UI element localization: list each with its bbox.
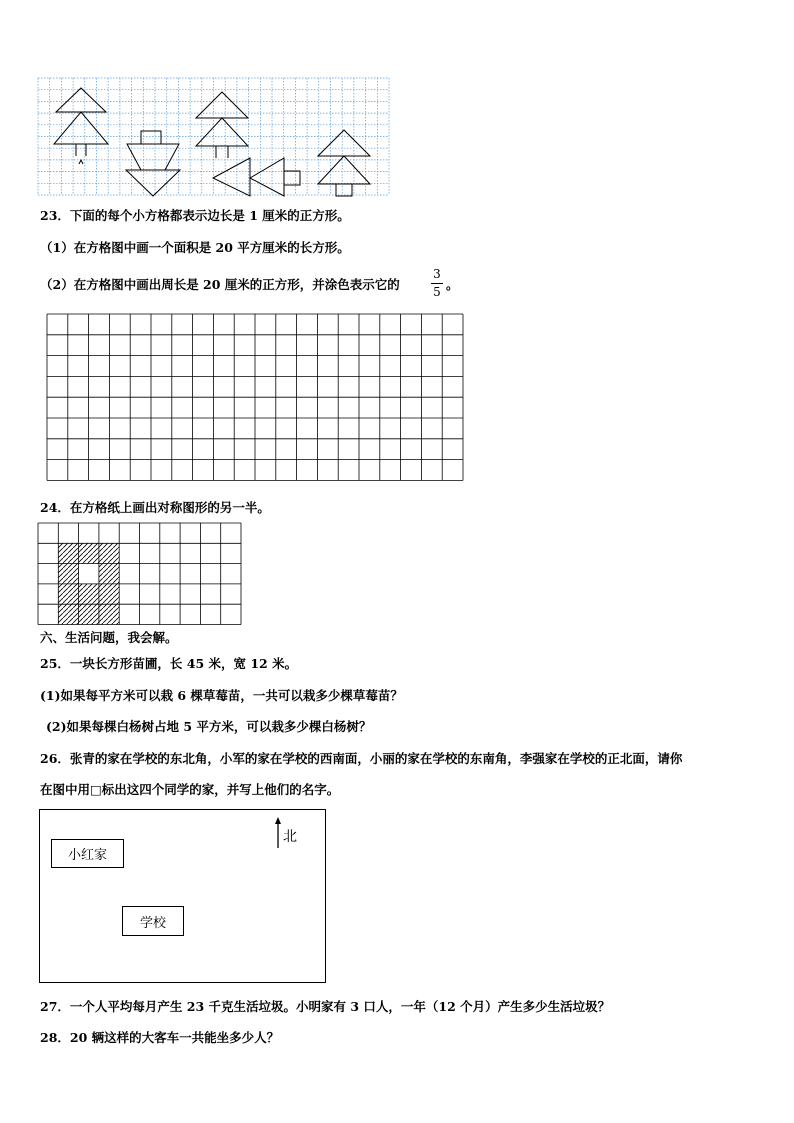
q23-part2: （2）在方格图中画出周长是 20 厘米的正方形，并涂色表示它的 (40, 277, 400, 292)
hatched-cell (79, 543, 99, 563)
hatched-cell (99, 604, 119, 624)
north-label: 北 (283, 829, 297, 845)
hatched-cell (58, 604, 78, 624)
hatched-cell (99, 584, 119, 604)
q26-line2: 在图中用□标出这四个同学的家，并写上他们的名字。 (40, 782, 340, 797)
school-box: 学校 (122, 906, 184, 936)
tree-shape (196, 118, 248, 146)
q25-part2: (2)如果每棵白杨树占地 5 平方米，可以栽多少棵白杨树？ (46, 719, 372, 734)
hatched-cell (79, 604, 99, 624)
hatched-cell (58, 584, 78, 604)
hatched-cell (99, 564, 119, 584)
q23-part2-end: 。 (446, 277, 459, 292)
tree-shape (318, 130, 370, 156)
hatched-cell (58, 543, 78, 563)
q23-title: 23．下面的每个小方格都表示边长是 1 厘米的正方形。 (40, 208, 350, 223)
fraction-bar (431, 283, 443, 284)
tree-trunk (284, 171, 300, 185)
tree-trunk (141, 131, 161, 144)
q25-title: 25．一块长方形苗圃，长 45 米，宽 12 米。 (40, 656, 298, 671)
hatched-cell (79, 584, 99, 604)
hatched-cell (58, 564, 78, 584)
fraction-numerator: 3 (433, 267, 441, 281)
q27-title: 27．一个人平均每月产生 23 千克生活垃圾。小明家有 3 口人，一年（12 个月）产生多少生活垃圾？ (40, 999, 611, 1014)
tree-shape (250, 158, 284, 196)
tree-shape (56, 88, 106, 112)
symmetry-figures-grid (38, 78, 390, 196)
tree-trunk (336, 184, 352, 196)
q24-title: 24．在方格纸上画出对称图形的另一半。 (40, 500, 270, 515)
q26-line1: 26．张青的家在学校的东北角，小军的家在学校的西南面，小丽的家在学校的东南角，李强家在学校的正北面，请你 (40, 751, 683, 766)
tree-shape (196, 92, 248, 118)
north-arrow-icon (273, 817, 283, 849)
tree-shape (213, 158, 250, 196)
q28-title: 28．20 辆这样的大客车一共能坐多少人？ (40, 1030, 280, 1045)
xiaohong-home-box: 小红家 (51, 839, 124, 868)
q23-square-grid[interactable] (47, 314, 467, 484)
q25-part1: (1)如果每平方米可以栽 6 棵草莓苗，一共可以栽多少棵草莓苗？ (40, 688, 403, 703)
section6-title: 六、生活问题，我会解。 (40, 630, 178, 645)
q24-symmetry-grid[interactable] (38, 523, 244, 625)
fraction-denominator: 5 (433, 285, 441, 299)
tree-shape (54, 112, 108, 144)
q23-part1: （1）在方格图中画一个面积是 20 平方厘米的长方形。 (40, 240, 350, 255)
hatched-cell (99, 543, 119, 563)
caret-mark (79, 160, 83, 164)
